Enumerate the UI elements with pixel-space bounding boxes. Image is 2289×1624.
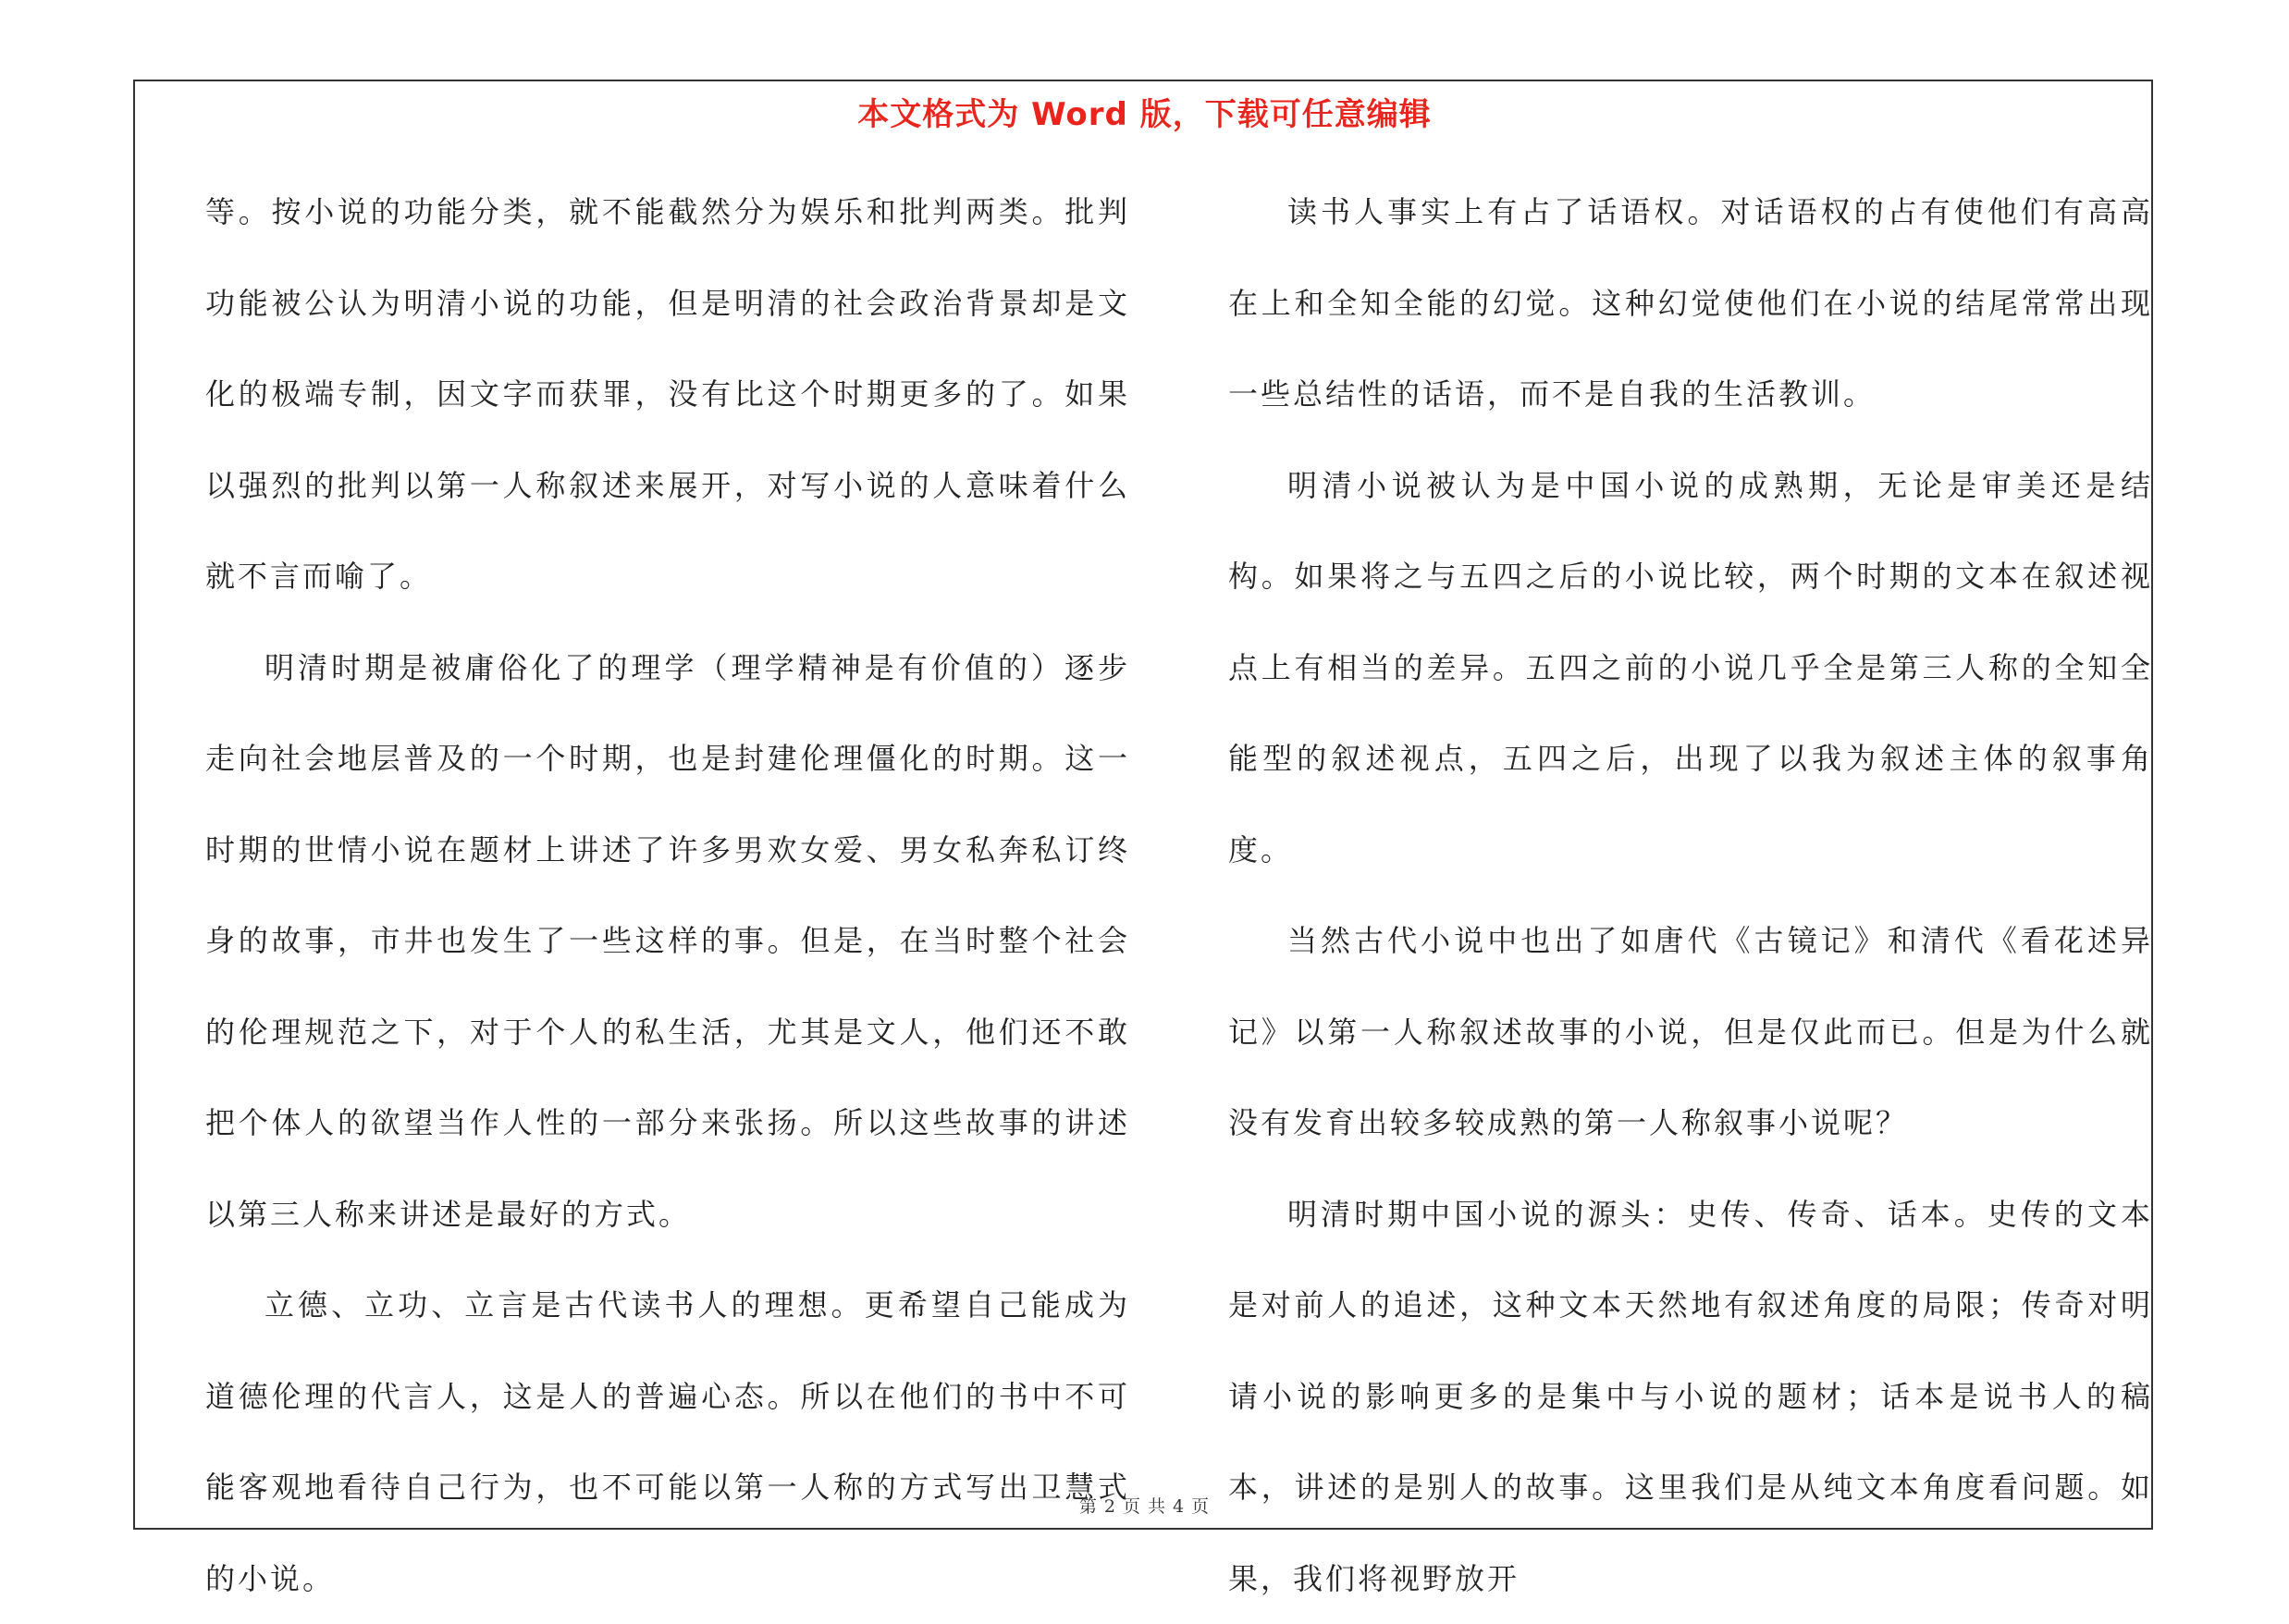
- format-banner: 本文格式为 Word 版，下载可任意编辑: [0, 89, 2289, 134]
- paragraph: 当然古代小说中也出了如唐代《古镜记》和清代《看花述异记》以第一人称叙述故事的小说，但是仅此而已。但是为什么就没有发育出较多较成熟的第一人称叙事小说呢？: [1228, 895, 2153, 1169]
- paragraph: 读书人事实上有占了话语权。对话语权的占有使他们有高高在上和全知全能的幻觉。这种幻觉使他们在小说的结尾常常出现一些总结性的话语，而不是自我的生活教训。: [1228, 166, 2153, 440]
- paragraph: 明清时期中国小说的源头：史传、传奇、话本。史传的文本是对前人的追述，这种文本天然地有叙述角度的局限；传奇对明请小说的影响更多的是集中与小说的题材；话本是说书人的稿本，讲述的是别人的故事。这里我们是从纯文本角度看问题。如果，我们将视野放开: [1228, 1169, 2153, 1624]
- left-column: [205, 166, 1130, 1624]
- paragraph: 明清时期是被庸俗化了的理学（理学精神是有价值的）逐步走向社会地层普及的一个时期，也是封建伦理僵化的时期。这一时期的世情小说在题材上讲述了许多男欢女爱、男女私奔私订终身的故事，市井也发生了一些这样的事。但是，在当时整个社会的伦理规范之下，对于个人的私生活，尤其是文人，他们还不敢把个体人的欲望当作人性的一部分来张扬。所以这些故事的讲述以第三人称来讲述是最好的方式。: [205, 622, 1130, 1261]
- page-number-footer: 第 2 页 共 4 页: [0, 1493, 2289, 1518]
- paragraph: 立德、立功、立言是古代读书人的理想。更希望自己能成为道德伦理的代言人，这是人的普遍心态。所以在他们的书中不可能客观地看待自己行为，也不可能以第一人称的方式写出卫慧式的小说。: [205, 1260, 1130, 1624]
- paragraph: 等。按小说的功能分类，就不能截然分为娱乐和批判两类。批判功能被公认为明清小说的功能，但是明清的社会政治背景却是文化的极端专制，因文字而获罪，没有比这个时期更多的了。如果以强烈的批判以第一人称叙述来展开，对写小说的人意味着什么就不言而喻了。: [205, 166, 1130, 622]
- right-column: [1228, 166, 2153, 1624]
- paragraph: 明清小说被认为是中国小说的成熟期，无论是审美还是结构。如果将之与五四之后的小说比较，两个时期的文本在叙述视点上有相当的差异。五四之前的小说几乎全是第三人称的全知全能型的叙述视点，五四之后，出现了以我为叙述主体的叙事角度。: [1228, 440, 2153, 896]
